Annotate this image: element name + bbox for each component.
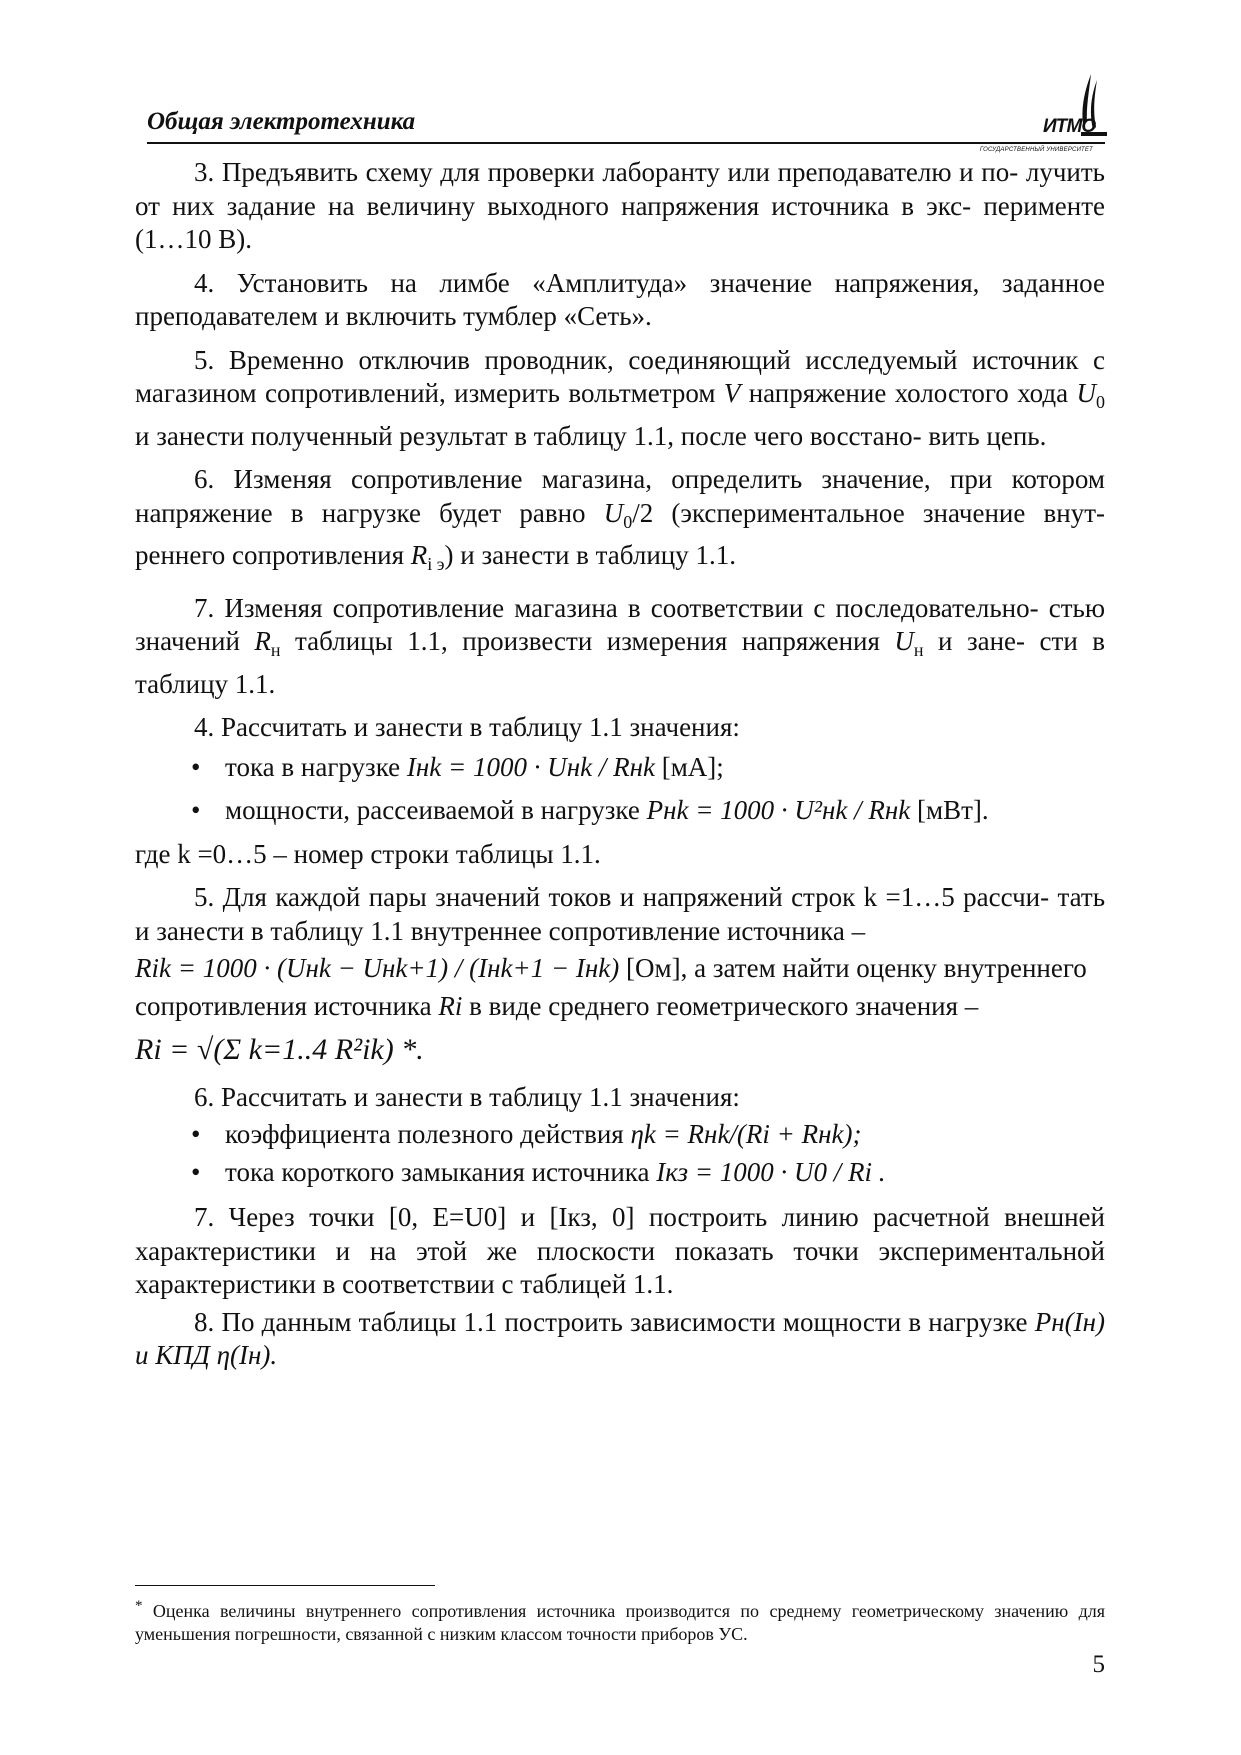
text-line: хода (1017, 378, 1077, 408)
bullet-text: коэффициента полезного действия (225, 1119, 631, 1149)
text-line: 3. Предъявить схему для проверки лаборанту или преподавателю и по- (194, 157, 1019, 187)
bullet-text: тока короткого замыкания источника (225, 1156, 657, 1187)
text-line: тать и занести в таблицу 1.1 внутреннее сопротивление источника – (135, 882, 1106, 946)
text-line: с магазином сопротивлений, измерить вольтметром (135, 344, 1106, 408)
text-line: 8. По данным таблицы 1.1 построить зависимости мощности в нагрузке (194, 1306, 1028, 1337)
page-content (135, 156, 1105, 1377)
subscript: н (913, 640, 924, 660)
unit: [мВт]. (910, 795, 989, 825)
bullet-text: тока в нагрузке (225, 751, 407, 782)
text-line: таблицы 1.1, произвести измерения напряжения (280, 626, 895, 656)
formula-efficiency: ηk = Rнk/(Ri + Rнk); (630, 1119, 862, 1149)
footnote-marker: * (135, 1598, 143, 1614)
symbol-u: U (894, 626, 914, 656)
paragraph-s8 (135, 1306, 1105, 1373)
text-line: и занести полученный результат в таблицу 1.1, после чего восстано- (135, 420, 922, 451)
unit: [мА]; (654, 751, 724, 782)
symbol-u: U (603, 497, 624, 528)
bullet-load-current (135, 751, 1105, 785)
paragraph-7 (135, 592, 1105, 702)
text-line: 4. Установить на лимбе «Амплитуда» значение напряжения, заданное (194, 267, 1105, 298)
symbol-u: U (1076, 378, 1096, 408)
text-line: реннего сопротивления (135, 540, 411, 570)
bullet-load-power (135, 794, 1105, 828)
text-line: характеристики и на этой же плоскости показать точки экспериментальной (135, 1235, 1105, 1266)
formula-dependencies: Pн(Iн) и КПД η(Iн). (135, 1306, 1106, 1370)
text-line: /2 (экспериментальное значение внут- (632, 497, 1105, 528)
text-line: 5. Временно отключив проводник, соединяющий исследуемый источник (194, 344, 1079, 375)
section-4-intro: 4. Рассчитать и занести в таблицу 1.1 значения: (194, 712, 740, 742)
text-line-block (135, 990, 1105, 1024)
text-line: и зане- (923, 626, 1026, 656)
formula-internal-resistance: Rik = 1000 · (Uнk − Uнk+1) / (Iнk+1 − Iнk) (135, 953, 620, 983)
where-note: где k =0…5 – номер строки таблицы 1.1. (135, 838, 601, 869)
text-line: перименте (1…10 В). (135, 190, 1106, 254)
subscript: i э (427, 554, 445, 574)
text-line: лучить от них задание на величину выходного напряжения источника в экс- (135, 157, 1105, 221)
text-line: [Ом], а затем найти оценку внутреннего (619, 953, 1087, 983)
bullet-short-circuit (135, 1156, 1105, 1190)
footnote-text: Оценка величины внутреннего сопротивления источника производится по среднему геометрическому значению для уменьшения погрешности, связанной с низким классом точности приборов УС. (135, 1601, 1105, 1644)
formula-load-current: Iнk = 1000 · Uнk / Rнk (406, 751, 655, 782)
text-line: напряжение холостого (740, 378, 1009, 408)
formula-line (135, 952, 1105, 986)
symbol-r: R (254, 626, 271, 656)
text-line: 5. Для каждой пары значений токов и напряжений строк k =1…5 рассчи- (194, 882, 1050, 912)
text-line: стью значений (135, 592, 1105, 656)
text-line: ) и занести в таблицу 1.1. (444, 540, 736, 570)
footnote (135, 1595, 1105, 1646)
itmo-logo (1041, 72, 1107, 154)
text-line: вить цепь. (928, 420, 1047, 451)
header-rule (147, 142, 1105, 144)
formula-load-power: Pнk = 1000 · U²нk / Rнk (646, 795, 911, 825)
text-line: характеристики в соответствии с таблицей 1.1. (135, 1269, 674, 1299)
paragraph-s5 (135, 881, 1105, 948)
section-6-intro: 6. Рассчитать и занести в таблицу 1.1 значения: (194, 1081, 740, 1112)
formula-short-circuit: Iкз = 1000 · U0 / Ri . (656, 1156, 886, 1187)
itmo-logo-icon (1041, 72, 1107, 154)
paragraph-3 (135, 156, 1105, 257)
page-header (147, 104, 1105, 144)
formula-geometric-mean: Ri = √(Σ k=1..4 R²ik) *. (135, 1033, 424, 1066)
symbol-ri: Ri (438, 990, 463, 1021)
paragraph-6 (135, 463, 1105, 582)
bullet-efficiency (135, 1118, 1105, 1152)
text-line: в виде среднего геометрического значения – (462, 990, 979, 1021)
header-title: Общая электротехника (147, 108, 416, 135)
text-line: 7. Через точки [0, E=U0] и [Iкз, 0] построить линию расчетной внешней (194, 1202, 1105, 1232)
logo-subtitle: ГОСУДАРСТВЕННЫЙ УНИВЕРСИТЕТ (979, 147, 1093, 153)
subscript: 0 (623, 511, 633, 532)
symbol-v: V (723, 378, 741, 408)
bullet-text: мощности, рассеиваемой в нагрузке (225, 795, 647, 825)
footnote-rule (135, 1585, 435, 1586)
text-line: 7. Изменяя сопротивление магазина в соответствии с последовательно- (194, 592, 1039, 623)
text-line: сопротивления источника (135, 990, 439, 1021)
paragraph-4 (135, 267, 1105, 334)
paragraph-5 (135, 344, 1105, 454)
subscript: 0 (1096, 392, 1105, 412)
symbol-r: R (410, 540, 428, 570)
logo-text: ИТМО (1043, 116, 1096, 137)
paragraph-s7 (135, 1201, 1105, 1302)
text-line: преподавателем и включить тумблер «Сеть». (135, 301, 652, 331)
subscript: н (270, 640, 281, 660)
text-line: сти в таблицу 1.1. (135, 626, 1106, 699)
text-line: 6. Изменяя сопротивление магазина, определить значение, при котором (194, 464, 1105, 494)
text-line: напряжение в нагрузке будет равно (135, 497, 604, 528)
page-number: 5 (1092, 1651, 1105, 1678)
